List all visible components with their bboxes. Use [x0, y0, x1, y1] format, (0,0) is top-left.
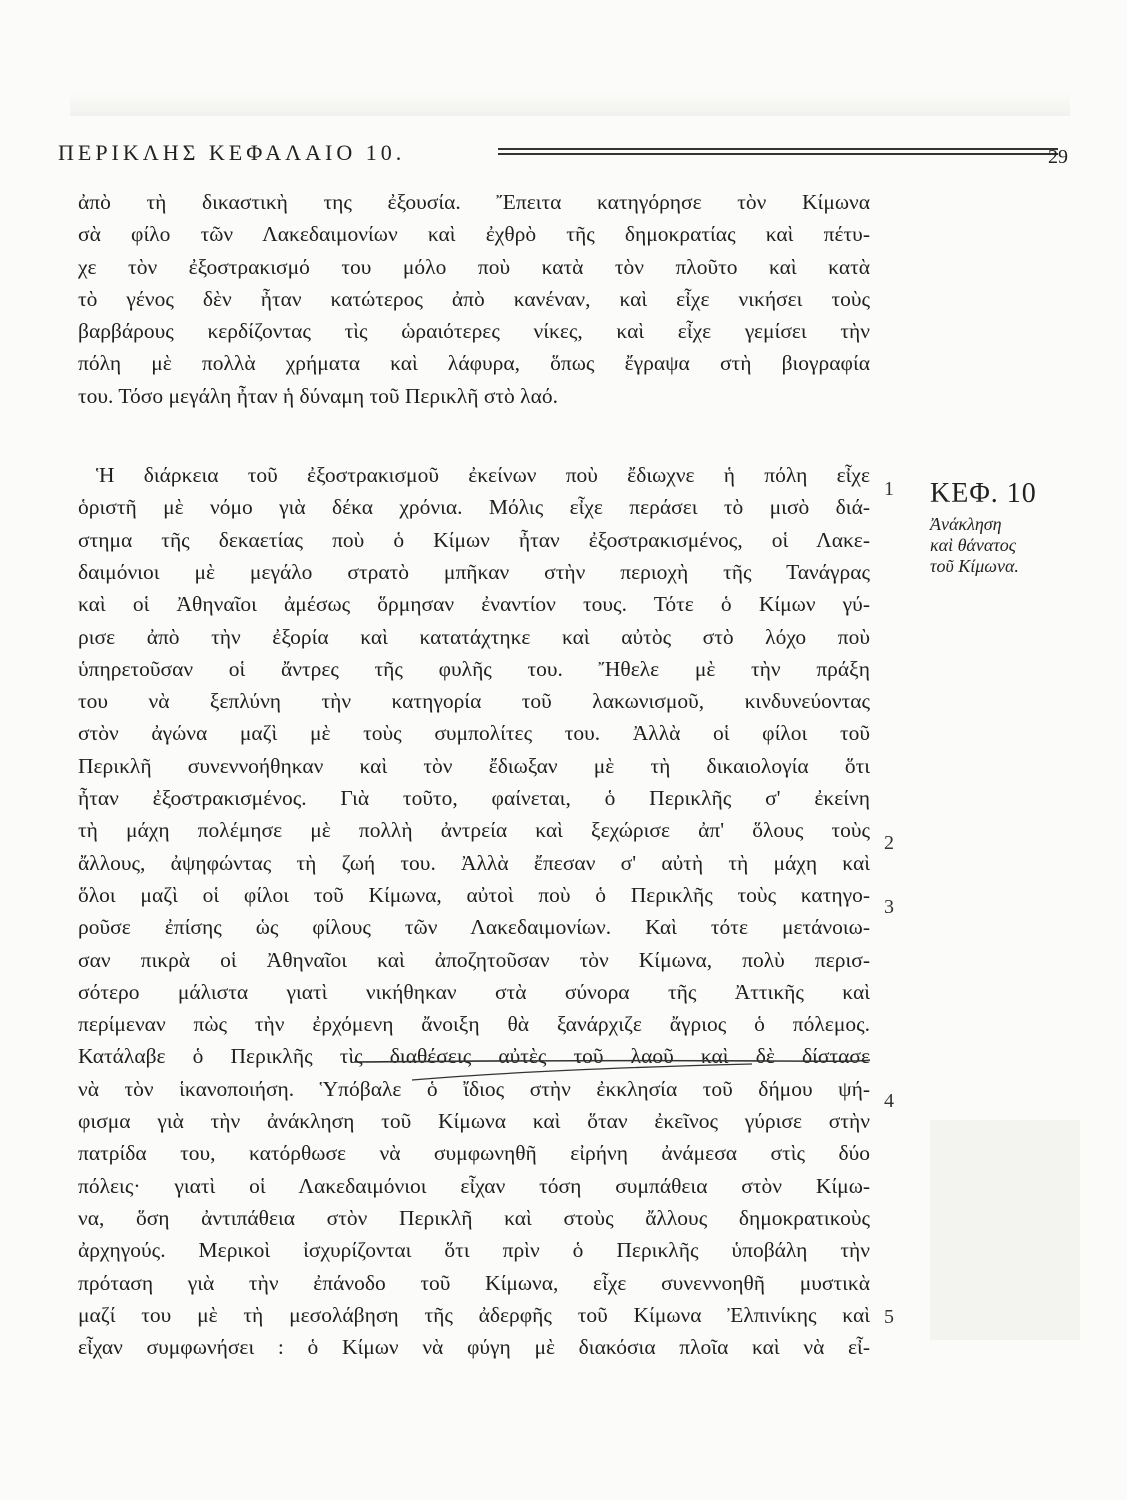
- bleed-through-box: [930, 1120, 1080, 1340]
- sidenote-line: καὶ θάνατος: [930, 535, 1017, 555]
- page-header: [58, 140, 1068, 170]
- page-number: 29: [1048, 146, 1068, 168]
- text-line: καὶ οἱ Ἀθηναῖοι ἀμέσως ὅρμησαν ἐναντίον τους. Τότε ὁ Κίμων γύ-: [78, 592, 870, 617]
- text-line: ἀρχηγούς. Μερικοὶ ἰσχυρίζονται ὅτι πρὶν ὁ Περικλῆς ὑποβάλη τὴν: [78, 1238, 870, 1263]
- text-line: Ἡ διάρκεια τοῦ ἐξοστρακισμοῦ ἐκείνων ποὺ ἔδιωχνε ἡ πόλη εἶχε: [96, 463, 870, 488]
- text-line: βαρβάρους κερδίζοντας τὶς ὡραιότερες νίκες, καὶ εἶχε γεμίσει τὴν: [78, 319, 870, 344]
- text-line: χε τὸν ἐξοστρακισμό του μόλο ποὺ κατὰ τὸν πλοῦτο καὶ κατὰ: [78, 254, 870, 279]
- pencil-underline: [352, 1058, 872, 1084]
- text-line: νὰ τὸν ἱκανοποιήση. Ὑπόβαλε ὁ ἴδιος στὴν ἐκκλησία τοῦ δήμου ψή-: [78, 1076, 870, 1101]
- text-line: Περικλῆ συνεννοήθηκαν καὶ τὸν ἔδιωξαν μὲ τὴ δικαιολογία ὅτι: [78, 753, 870, 778]
- sidenote-line: Ἀνάκληση: [930, 514, 1002, 534]
- sidenote-title: ΚΕΦ. 10: [930, 478, 1037, 509]
- text-line: ἦταν ἐξοστρακισμένος. Γιὰ τοῦτο, φαίνεται, ὁ Περικλῆς σ' ἐκείνη: [78, 786, 870, 811]
- text-line: σαν πικρὰ οἱ Ἀθηναῖοι καὶ ἀποζητοῦσαν τὸν Κίμωνα, πολὺ περισ-: [78, 947, 870, 972]
- text-line: ἀπὸ τὴ δικαστικὴ της ἐξουσία. Ἔπειτα κατηγόρησε τὸν Κίμωνα: [78, 190, 870, 214]
- running-title: ΠΕΡΙΚΛΗΣ ΚΕΦΑΛΑΙΟ 10.: [58, 140, 406, 165]
- text-line: του. Τόσο μεγάλη ἦταν ἡ δύναμη τοῦ Περικλῆ στὸ λαό.: [78, 383, 558, 408]
- text-line: πρόταση γιὰ τὴν ἐπάνοδο τοῦ Κίμωνα, εἶχε συνεννοηθῆ μυστικὰ: [78, 1270, 870, 1295]
- text-line: σότερο μάλιστα γιατὶ νικήθηκαν στὰ σύνορα τῆς Ἀττικῆς καὶ: [78, 979, 870, 1004]
- text-line: του νὰ ξεπλύνη τὴν κατηγορία τοῦ λακωνισμοῦ, κινδυνεύοντας: [78, 689, 870, 714]
- header-double-rule: [498, 148, 1058, 156]
- text-line: ροῦσε ἐπίσης ὡς φίλους τῶν Λακεδαιμονίων. Καὶ τότε μετάνοιω-: [78, 915, 870, 940]
- margin-number: 5: [884, 1306, 894, 1328]
- chapter-sidenote: [930, 478, 1080, 577]
- text-line: πόλη μὲ πολλὰ χρήματα καὶ λάφυρα, ὅπως ἔγραψα στὴ βιογραφία: [78, 351, 870, 376]
- main-text: [78, 186, 870, 1363]
- text-line: σὰ φίλο τῶν Λακεδαιμονίων καὶ ἐχθρὸ τῆς δημοκρατίας καὶ πέτυ-: [78, 222, 870, 247]
- text-line: τὴ μάχη πολέμησε μὲ πολλὴ ἀντρεία καὶ ξεχώρισε ἀπ' ὅλους τοὺς: [78, 818, 870, 843]
- text-line: εἶχαν συμφωνήσει : ὁ Κίμων νὰ φύγη μὲ διακόσια πλοῖα καὶ νὰ εἶ-: [78, 1335, 870, 1360]
- sidenote-line: τοῦ Κίμωνα.: [930, 556, 1019, 576]
- text-line: πόλεις· γιατὶ οἱ Λακεδαιμόνιοι εἶχαν τόση συμπάθεια στὸν Κίμω-: [78, 1173, 870, 1198]
- text-line: δαιμόνιοι μὲ μεγάλο στρατὸ μπῆκαν στὴν περιοχὴ τῆς Τανάγρας: [78, 559, 870, 584]
- text-line: Κατάλαβε ὁ Περικλῆς τὶς διαθέσεις αὐτὲς τοῦ λαοῦ καὶ δὲ δίστασε: [78, 1044, 870, 1069]
- margin-number: 1: [884, 478, 894, 500]
- text-line: ὅλοι μαζὶ οἱ φίλοι τοῦ Κίμωνα, αὐτοὶ ποὺ ὁ Περικλῆς τοὺς κατηγο-: [78, 882, 870, 907]
- margin-number: 4: [884, 1090, 894, 1112]
- text-line: μαζί του μὲ τὴ μεσολάβηση τῆς ἀδερφῆς τοῦ Κίμωνα Ἐλπινίκης καὶ: [78, 1302, 870, 1327]
- bleed-through-header: [70, 92, 1070, 116]
- sidenote-text: [930, 514, 1080, 577]
- text-line: ἄλλους, ἀψηφώντας τὴ ζωή του. Ἀλλὰ ἔπεσαν σ' αὐτὴ τὴ μάχη καὶ: [78, 850, 870, 875]
- text-line: φισμα γιὰ τὴν ἀνάκληση τοῦ Κίμωνα καὶ ὅταν ἐκεῖνος γύρισε στὴν: [78, 1109, 870, 1134]
- text-line: τὸ γένος δὲν ἦταν κατώτερος ἀπὸ κανέναν, καὶ εἶχε νικήσει τοὺς: [78, 286, 870, 311]
- text-line: περίμεναν πὼς τὴν ἐρχόμενη ἄνοιξη θὰ ξανάρχιζε ἄγριος ὁ πόλεμος.: [78, 1012, 870, 1037]
- margin-number: 2: [884, 832, 894, 854]
- margin-number: 3: [884, 896, 894, 918]
- text-line: ὑπηρετοῦσαν οἱ ἄντρες τῆς φυλῆς του. Ἤθελε μὲ τὴν πράξη: [78, 656, 870, 681]
- text-line: στὸν ἀγώνα μαζὶ μὲ τοὺς συμπολίτες του. Ἀλλὰ οἱ φίλοι τοῦ: [78, 721, 870, 746]
- text-line: πατρίδα του, κατόρθωσε νὰ συμφωνηθῆ εἰρήνη ἀνάμεσα στὶς δύο: [78, 1141, 870, 1166]
- text-line: ὁριστῆ μὲ νόμο γιὰ δέκα χρόνια. Μόλις εἶχε περάσει τὸ μισὸ διά-: [78, 495, 870, 520]
- text-line: ρισε ἀπὸ τὴν ἐξορία καὶ κατατάχτηκε καὶ αὐτὸς στὸ λόχο ποὺ: [78, 624, 870, 649]
- text-line: στημα τῆς δεκαετίας ποὺ ὁ Κίμων ἦταν ἐξοστρακισμένος, οἱ Λακε-: [78, 527, 870, 552]
- text-line: να, ὅση ἀντιπάθεια στὸν Περικλῆ καὶ στοὺς ἄλλους δημοκρατικοὺς: [78, 1205, 870, 1230]
